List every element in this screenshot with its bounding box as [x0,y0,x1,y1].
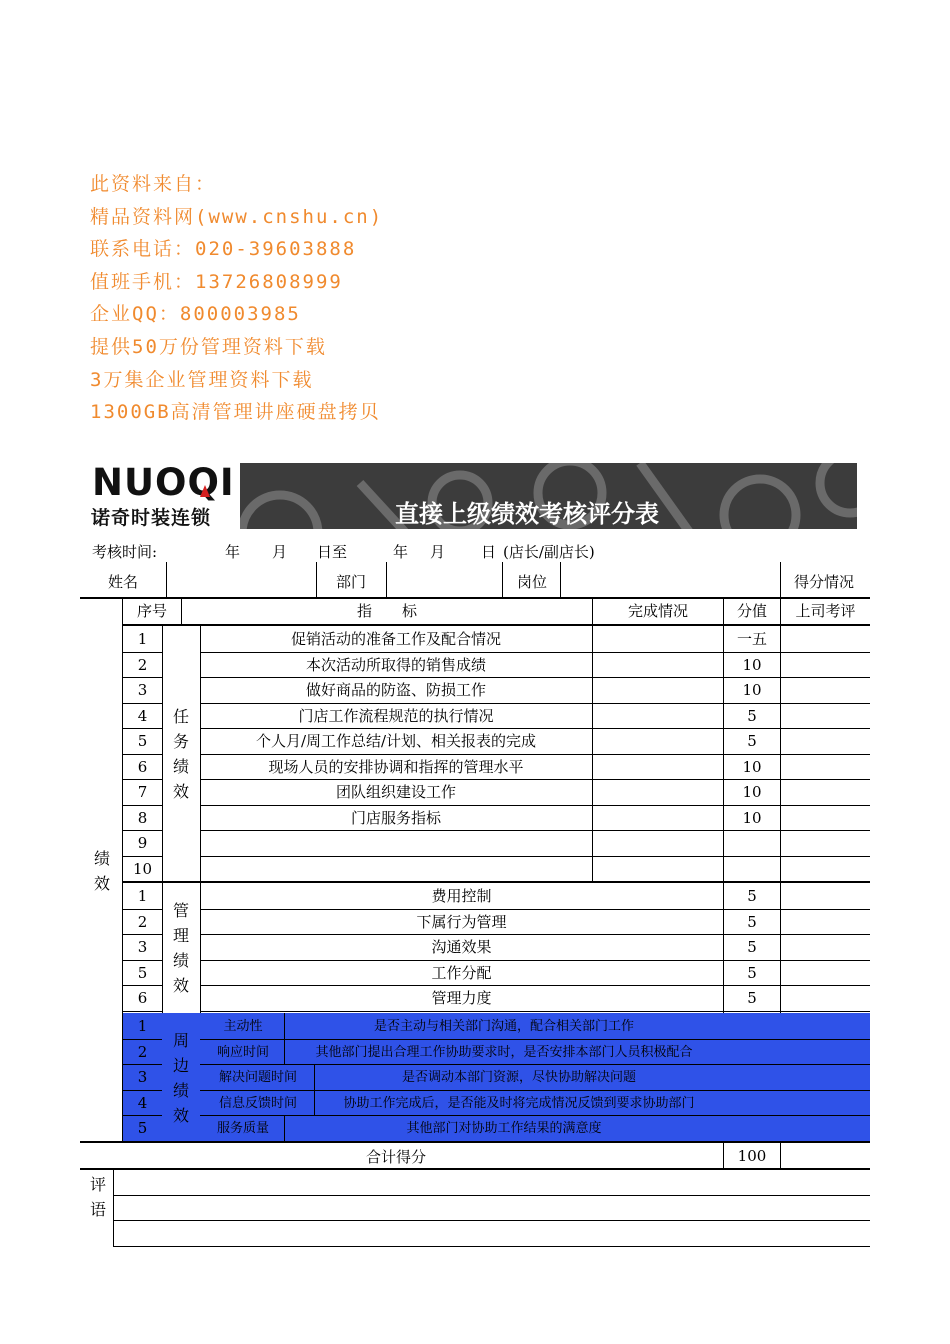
logo-triangle-icon [200,485,210,497]
rule [200,830,870,831]
rule [123,703,162,704]
rule [200,1090,870,1091]
rule [502,562,503,598]
row-name: 信息反馈时间 [218,1095,297,1111]
period-day1: 日至 [317,543,348,561]
promo-line: 提供50万份管理资料下载 [90,335,327,358]
perf-bottom-rule [80,1141,870,1143]
period-label: 考核时间: [92,543,158,561]
row-indicator: 门店工作流程规范的执行情况 [298,706,494,725]
rule [592,598,593,882]
rule [200,1011,870,1012]
row-no: 2 [137,1042,148,1061]
row-no: 7 [137,783,148,801]
promo-line: 值班手机：13726808999 [90,270,343,293]
row-name: 服务质量 [216,1121,269,1137]
row-points: 10 [742,655,762,674]
rule [200,779,870,780]
row-points: 5 [747,989,757,1008]
row-points: 5 [747,706,757,725]
promo-line: 1300GB高清管理讲座硬盘拷贝 [90,401,381,424]
comment-line[interactable] [113,1246,870,1247]
rule [123,728,162,729]
row-desc: 协助工作完成后，是否能及时将完成情况反馈到要求协助部门 [343,1095,695,1111]
header-bottom-rule [123,624,870,626]
period-role: (店长/副店长) [503,543,595,561]
score-label: 得分情况 [794,573,855,591]
rule [166,562,167,598]
row-no: 1 [137,630,148,648]
row-no: 3 [137,1068,148,1087]
rule [200,703,870,704]
logo-word: NUOQI [92,461,235,504]
rule [780,562,781,598]
rule [316,562,317,598]
row-no: 2 [137,655,148,674]
row-points: 5 [747,887,757,905]
row-points: 5 [747,912,757,931]
row-no: 4 [137,1093,148,1112]
row-indicator: 下属行为管理 [416,912,507,931]
task-label: 任务绩效 [172,707,189,801]
promo-line: 3万集企业管理资料下载 [90,368,314,391]
row-no: 6 [137,757,148,776]
col-review: 上司考评 [795,602,856,620]
promo-line: 精品资料网(www.cnshu.cn) [90,205,384,228]
period-month1: 月 [272,543,288,561]
comment-line[interactable] [113,1195,870,1196]
rule [200,1039,870,1040]
task-bottom-rule [123,881,870,883]
rule [314,1090,315,1116]
row-name: 解决问题时间 [218,1070,297,1086]
rule [284,1039,285,1065]
row-indicator: 做好商品的防盗、防损工作 [305,681,486,699]
rule [200,985,870,986]
rule [314,1064,315,1090]
row-desc: 其他部门提出合理工作协助要求时，是否安排本部门人员积极配合 [315,1044,693,1060]
rule [386,562,387,598]
name-label: 姓名 [108,573,139,591]
row-no: 9 [137,834,148,852]
col-points: 分值 [736,602,767,620]
rule [560,562,561,598]
total-bottom-rule [80,1168,870,1170]
promo-block [90,168,383,429]
rule [200,805,870,806]
row-no: 4 [137,706,148,725]
total-value: 100 [737,1147,767,1165]
rule [181,598,182,625]
rule [123,805,162,806]
rule [123,1064,162,1065]
rule [123,909,162,910]
rule [200,960,870,961]
row-desc: 是否调动本部门资源，尽快协助解决问题 [401,1070,636,1086]
promo-line: 企业QQ：800003985 [90,303,301,326]
rule [123,1090,162,1091]
row-indicator: 沟通效果 [431,938,492,957]
rule [123,856,162,857]
rule [123,934,162,935]
row-no: 3 [137,938,148,957]
rule [200,728,870,729]
rule [284,1013,285,1039]
peri-label: 周边绩效 [172,1031,189,1125]
row-indicator: 工作分配 [431,963,492,982]
row-no: 1 [137,1017,148,1035]
row-no: 1 [137,887,148,905]
comment-line[interactable] [113,1220,870,1221]
row-indicator: 管理力度 [431,989,492,1008]
row-no: 3 [137,681,148,699]
col-indicator: 指 标 [356,602,417,620]
period-year1: 年 [225,543,241,561]
mgmt-label: 管理绩效 [172,901,189,995]
rule [113,1169,114,1246]
section-main-label: 绩效 [93,849,110,893]
row-points: 5 [747,732,757,750]
row-points: 5 [747,938,757,957]
row-indicator: 本次活动所取得的销售成绩 [305,655,486,674]
rule [123,652,162,653]
row-name: 主动性 [223,1019,263,1034]
row-no: 10 [132,859,153,878]
rule [123,830,162,831]
row-no: 5 [137,732,148,750]
row-no: 5 [137,1119,148,1138]
rule [200,909,870,910]
comment-label: 评语 [89,1175,106,1219]
rule [123,1011,162,1012]
period-day2: 日 [481,543,497,561]
rule [200,934,870,935]
rule [123,985,162,986]
row-name: 响应时间 [216,1044,269,1060]
page-title: 直接上级绩效考核评分表 [395,500,659,528]
row-points: 10 [742,757,762,776]
post-label: 岗位 [517,573,548,591]
row-points: 10 [742,808,762,827]
row-indicator: 促销活动的准备工作及配合情况 [290,630,501,648]
promo-line: 联系电话：020-39603888 [90,238,357,261]
row-desc: 是否主动与相关部门沟通，配合相关部门工作 [373,1019,634,1034]
rule [200,754,870,755]
rule [123,960,162,961]
rule [123,1115,162,1116]
total-label: 合计得分 [365,1148,426,1166]
dept-label: 部门 [336,573,367,591]
table-top-rule [80,597,870,599]
rule [123,1039,162,1040]
row-no: 2 [137,912,148,931]
rule [200,652,870,653]
rule [123,779,162,780]
rule [200,856,870,857]
row-points: 5 [747,963,757,982]
rule [200,1115,870,1116]
col-no: 序号 [136,602,167,620]
row-no: 6 [137,989,148,1008]
rule [123,754,162,755]
title-banner [240,463,857,529]
row-desc: 其他部门对协助工作结果的满意度 [406,1121,602,1137]
row-indicator: 个人月/周工作总结/计划、相关报表的完成 [255,732,537,750]
col-completion: 完成情况 [627,602,688,620]
row-no: 8 [137,808,148,827]
row-indicator: 现场人员的安排协调和指挥的管理水平 [268,757,524,776]
period-year2: 年 [393,543,409,561]
row-indicator: 门店服务指标 [350,808,441,827]
logo-chinese: 诺奇时装连锁 [91,507,212,529]
row-indicator: 费用控制 [431,887,492,905]
row-points: 10 [742,783,762,801]
row-points: 10 [742,681,762,699]
promo-line: 此资料来自： [90,173,217,195]
rule [200,1064,870,1065]
rule [200,677,870,678]
row-points: 一五 [736,630,767,648]
period-month2: 月 [430,543,446,561]
rule [284,1115,285,1141]
brand-logo [86,463,240,529]
row-no: 5 [137,963,148,982]
rule [123,677,162,678]
header-banner [86,463,857,529]
row-indicator: 团队组织建设工作 [335,783,456,801]
